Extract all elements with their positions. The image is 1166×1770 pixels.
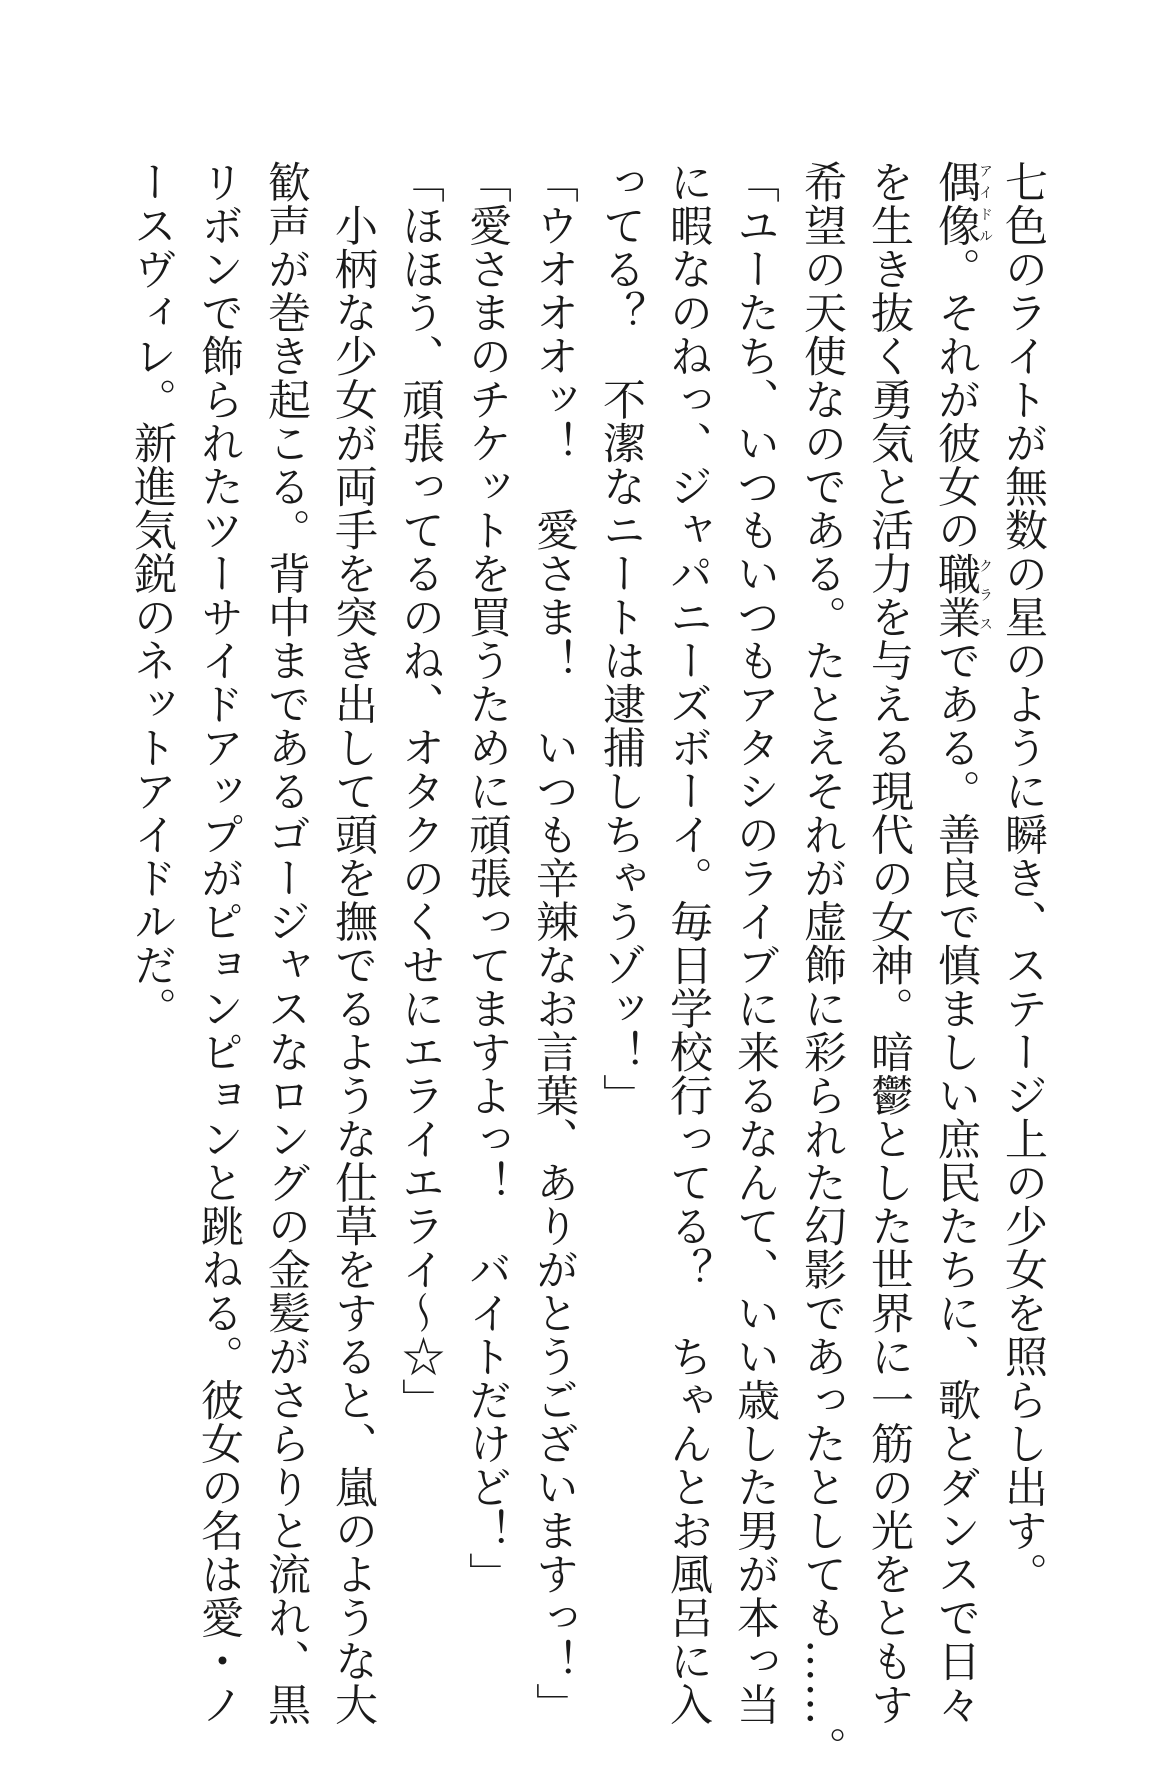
text-line: 「愛さまのチケットを買うために頑張ってますよっ！ バイトだけど！」 [462,160,512,1596]
text-line: に暇なのねっ、ジャパニーズボーイ。毎日学校行ってる？ ちゃんとお風呂に入 [663,160,713,1726]
text-line: 小柄な少女が両手を突き出して頭を撫でるような仕草をすると、嵐のような大 [328,160,378,1726]
paragraph-narration-1 [788,160,1056,1770]
paragraph-dialogue-3 [453,160,520,1596]
text-line: 「ユーたち、いつもいつもアタシのライブに来るなんて、いい歳した男が本っ当 [730,160,780,1726]
paragraph-narration-2 [118,160,386,1726]
text-line: 希望の天使なのである。たとえそれが虚飾に彩られた幻影であったとしても……。 [797,160,847,1770]
text-line: 「ウオオオッ！ 愛さま！ いつも辛辣なお言葉、ありがとうございますっ！」 [529,160,579,1726]
ruby-idol: 偶像アイドル [931,160,993,247]
text-line: を生き抜く勇気と活力を与える現代の女神。暗鬱とした世界に一筋の光をともす [864,160,914,1726]
text-line: リボンで飾られたツーサイドアップがピョンピョンと跳ねる。彼女の名は愛・ノ [194,160,244,1726]
text-line: 歓声が巻き起こる。背中まであるゴージャスなロングの金髪がさらりと流れ、黒 [261,160,311,1726]
paragraph-dialogue-2 [520,160,587,1726]
text-line: 「ほほう、頑張ってるのね、オタクのくせにエライエライ～☆」 [395,160,445,1422]
ruby-class: 職業クラス [931,551,993,639]
text-line: ってる？ 不潔なニートは逮捕しちゃうゾッ！」 [596,160,646,1117]
text-line: 七色のライトが無数の星のように瞬き、ステージ上の少女を照らし出す。 [998,160,1048,1596]
vertical-text-body [118,160,1056,1770]
paragraph-dialogue-4 [386,160,453,1530]
text-line: 偶像アイドル。それが彼女の職業クラスである。善良で慎ましい庶民たちに、歌とダンスで日々 [931,160,993,1726]
paragraph-dialogue-1 [587,160,788,1726]
text-line: ースヴィレ。新進気鋭のネットアイドルだ。 [127,160,177,1030]
